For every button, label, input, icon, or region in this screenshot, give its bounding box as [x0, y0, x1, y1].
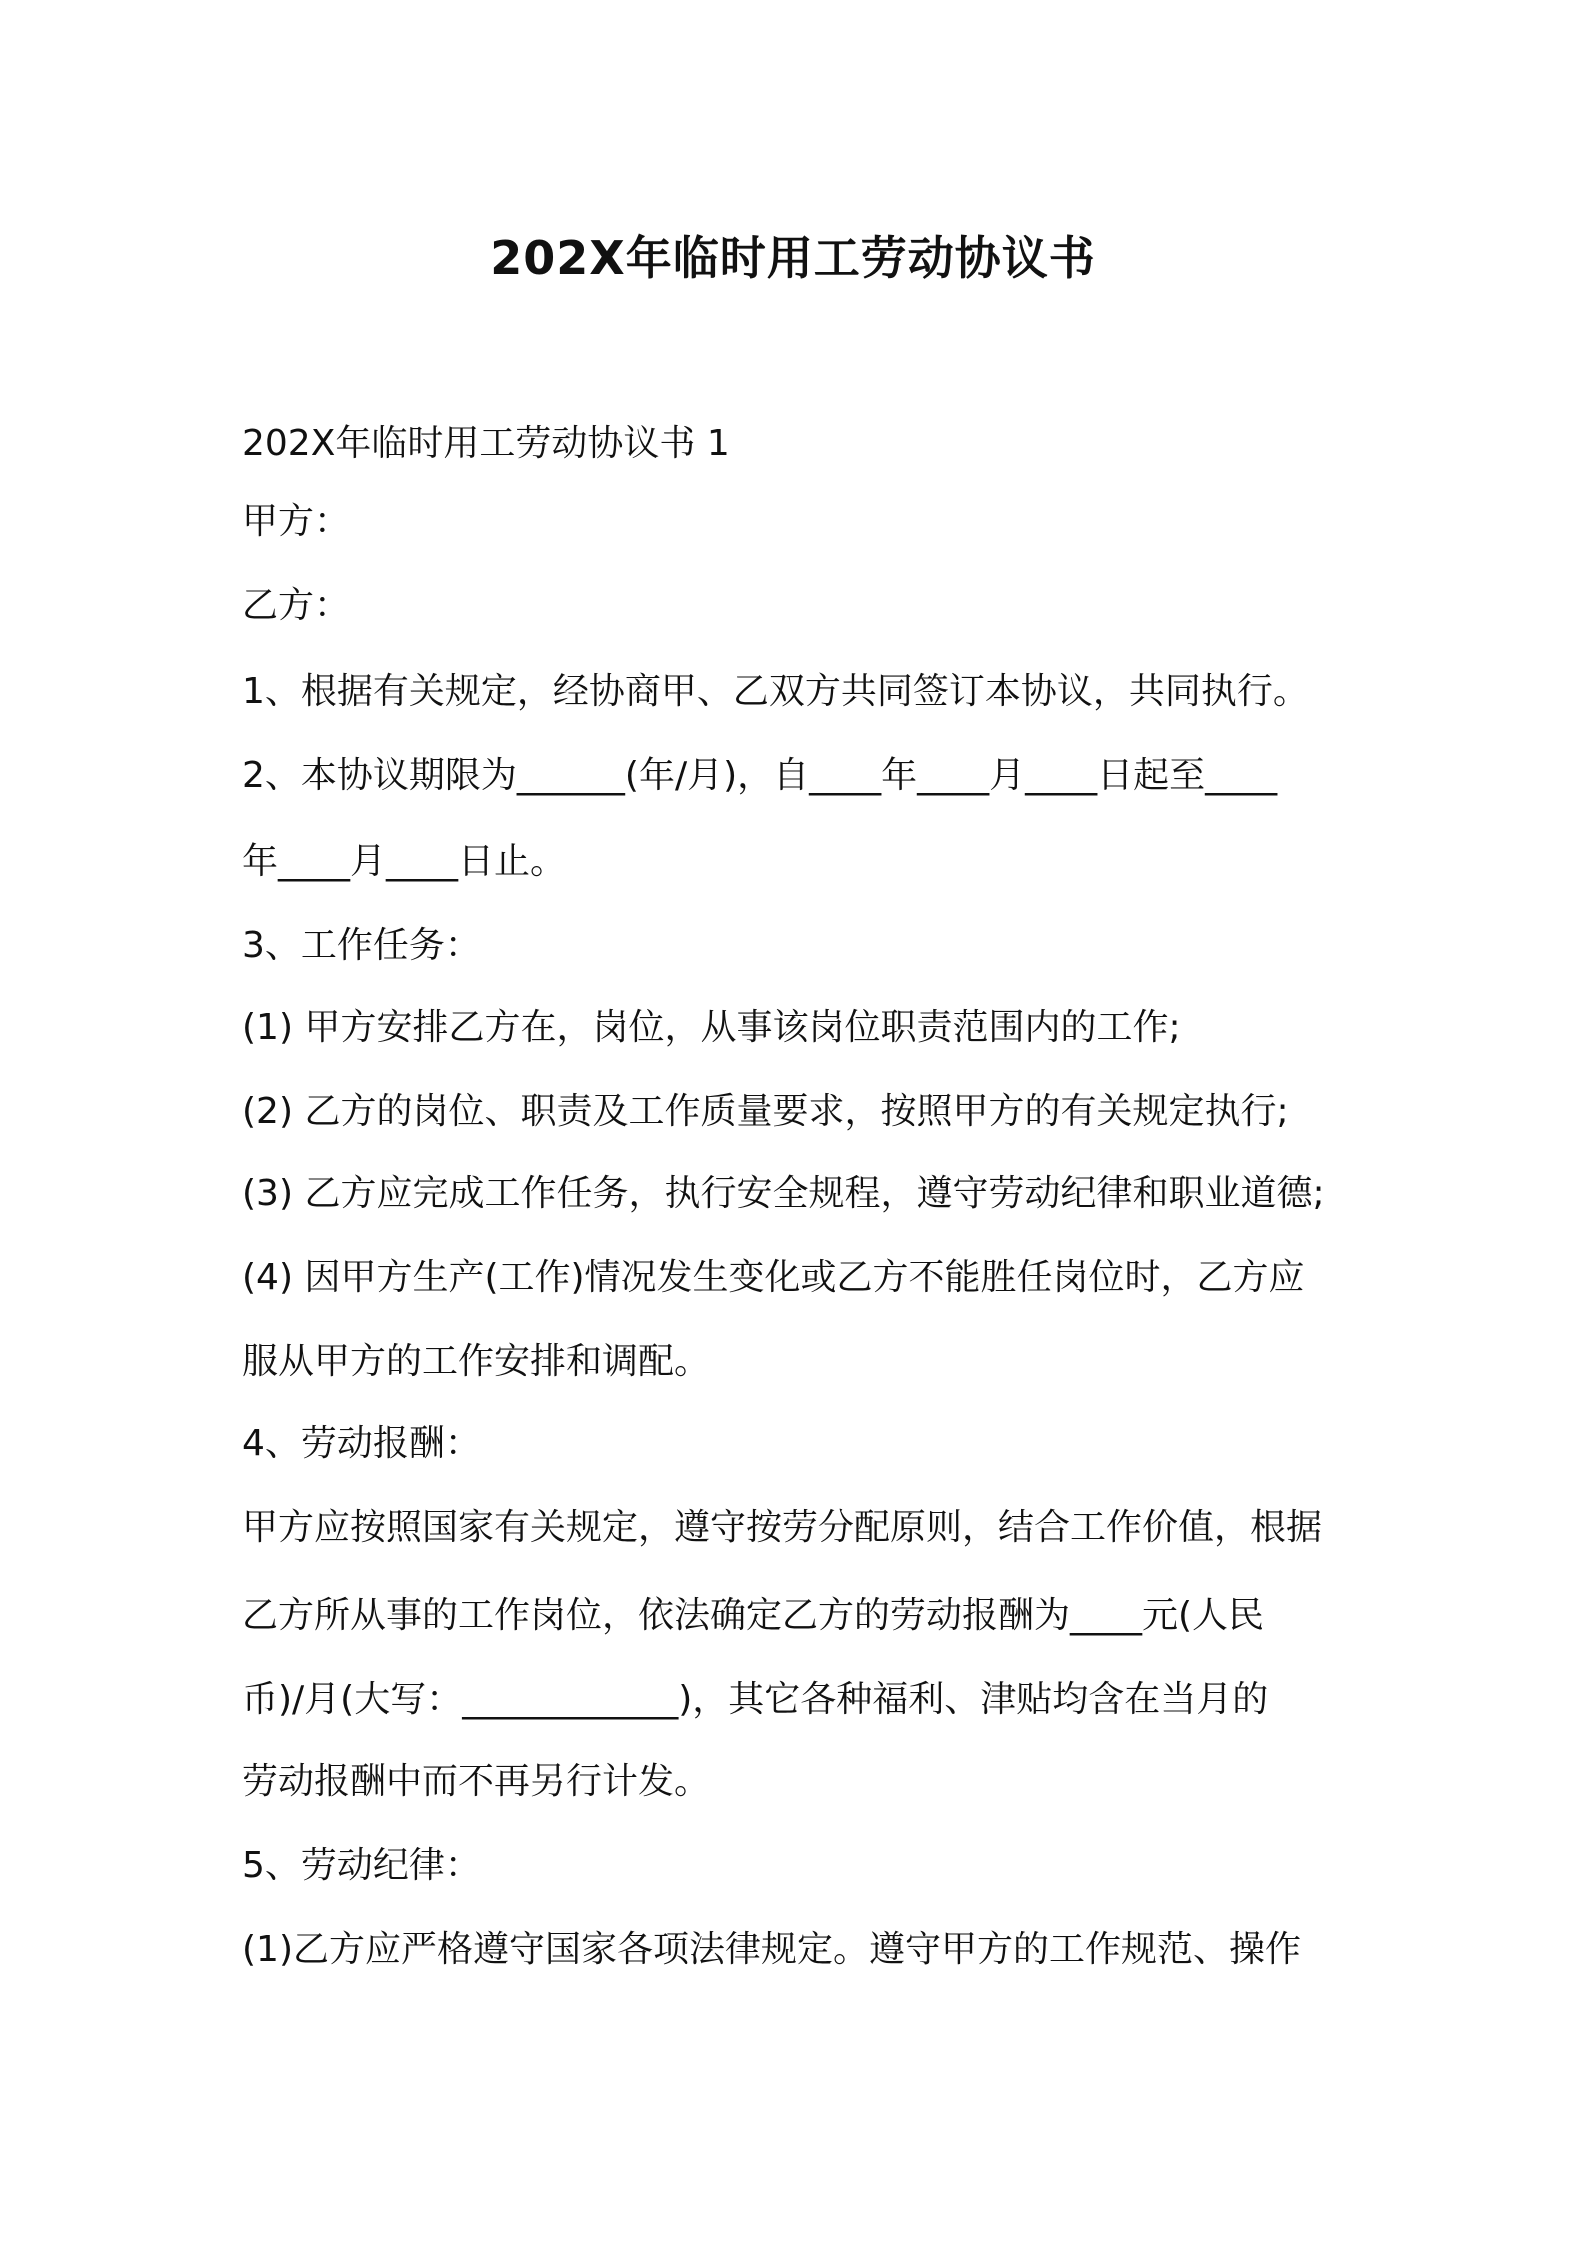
clause-4-line-2: 乙方所从事的工作岗位，依法确定乙方的劳动报酬为____元(人民	[242, 1595, 1265, 1636]
clause-5-item-1: (1)乙方应严格遵守国家各项法律规定。遵守甲方的工作规范、操作	[242, 1929, 1301, 1970]
clause-3-item-3: (3) 乙方应完成工作任务，执行安全规程，遵守劳动纪律和职业道德;	[242, 1173, 1325, 1214]
subtitle-line: 202X年临时用工劳动协议书 1	[242, 423, 730, 464]
party-b-line: 乙方：	[242, 585, 351, 626]
clause-4-line-3: 币)/月(大写：____________)，其它各种福利、津贴均含在当月的	[242, 1679, 1269, 1720]
clause-3-item-1: (1) 甲方安排乙方在，岗位，从事该岗位职责范围内的工作;	[242, 1007, 1181, 1048]
clause-2-line-2: 年____月____日止。	[242, 841, 567, 882]
clause-3-heading: 3、工作任务：	[242, 925, 481, 966]
clause-2-line-1: 2、本协议期限为______(年/月)，自____年____月____日起至____	[242, 755, 1278, 796]
clause-4-line-1: 甲方应按照国家有关规定，遵守按劳分配原则，结合工作价值，根据	[242, 1507, 1323, 1548]
clause-5-heading: 5、劳动纪律：	[242, 1845, 481, 1886]
clause-4-line-4: 劳动报酬中而不再另行计发。	[242, 1761, 711, 1802]
document-title: 202X年临时用工劳动协议书	[490, 231, 1096, 285]
clause-1-line: 1、根据有关规定，经协商甲、乙双方共同签订本协议，共同执行。	[242, 671, 1309, 712]
clause-3-item-2: (2) 乙方的岗位、职责及工作质量要求，按照甲方的有关规定执行;	[242, 1091, 1289, 1132]
clause-3-item-4-line-1: (4) 因甲方生产(工作)情况发生变化或乙方不能胜任岗位时，乙方应	[242, 1257, 1305, 1298]
clause-4-heading: 4、劳动报酬：	[242, 1423, 481, 1464]
clause-3-item-4-line-2: 服从甲方的工作安排和调配。	[242, 1341, 711, 1382]
party-a-line: 甲方：	[242, 501, 351, 542]
